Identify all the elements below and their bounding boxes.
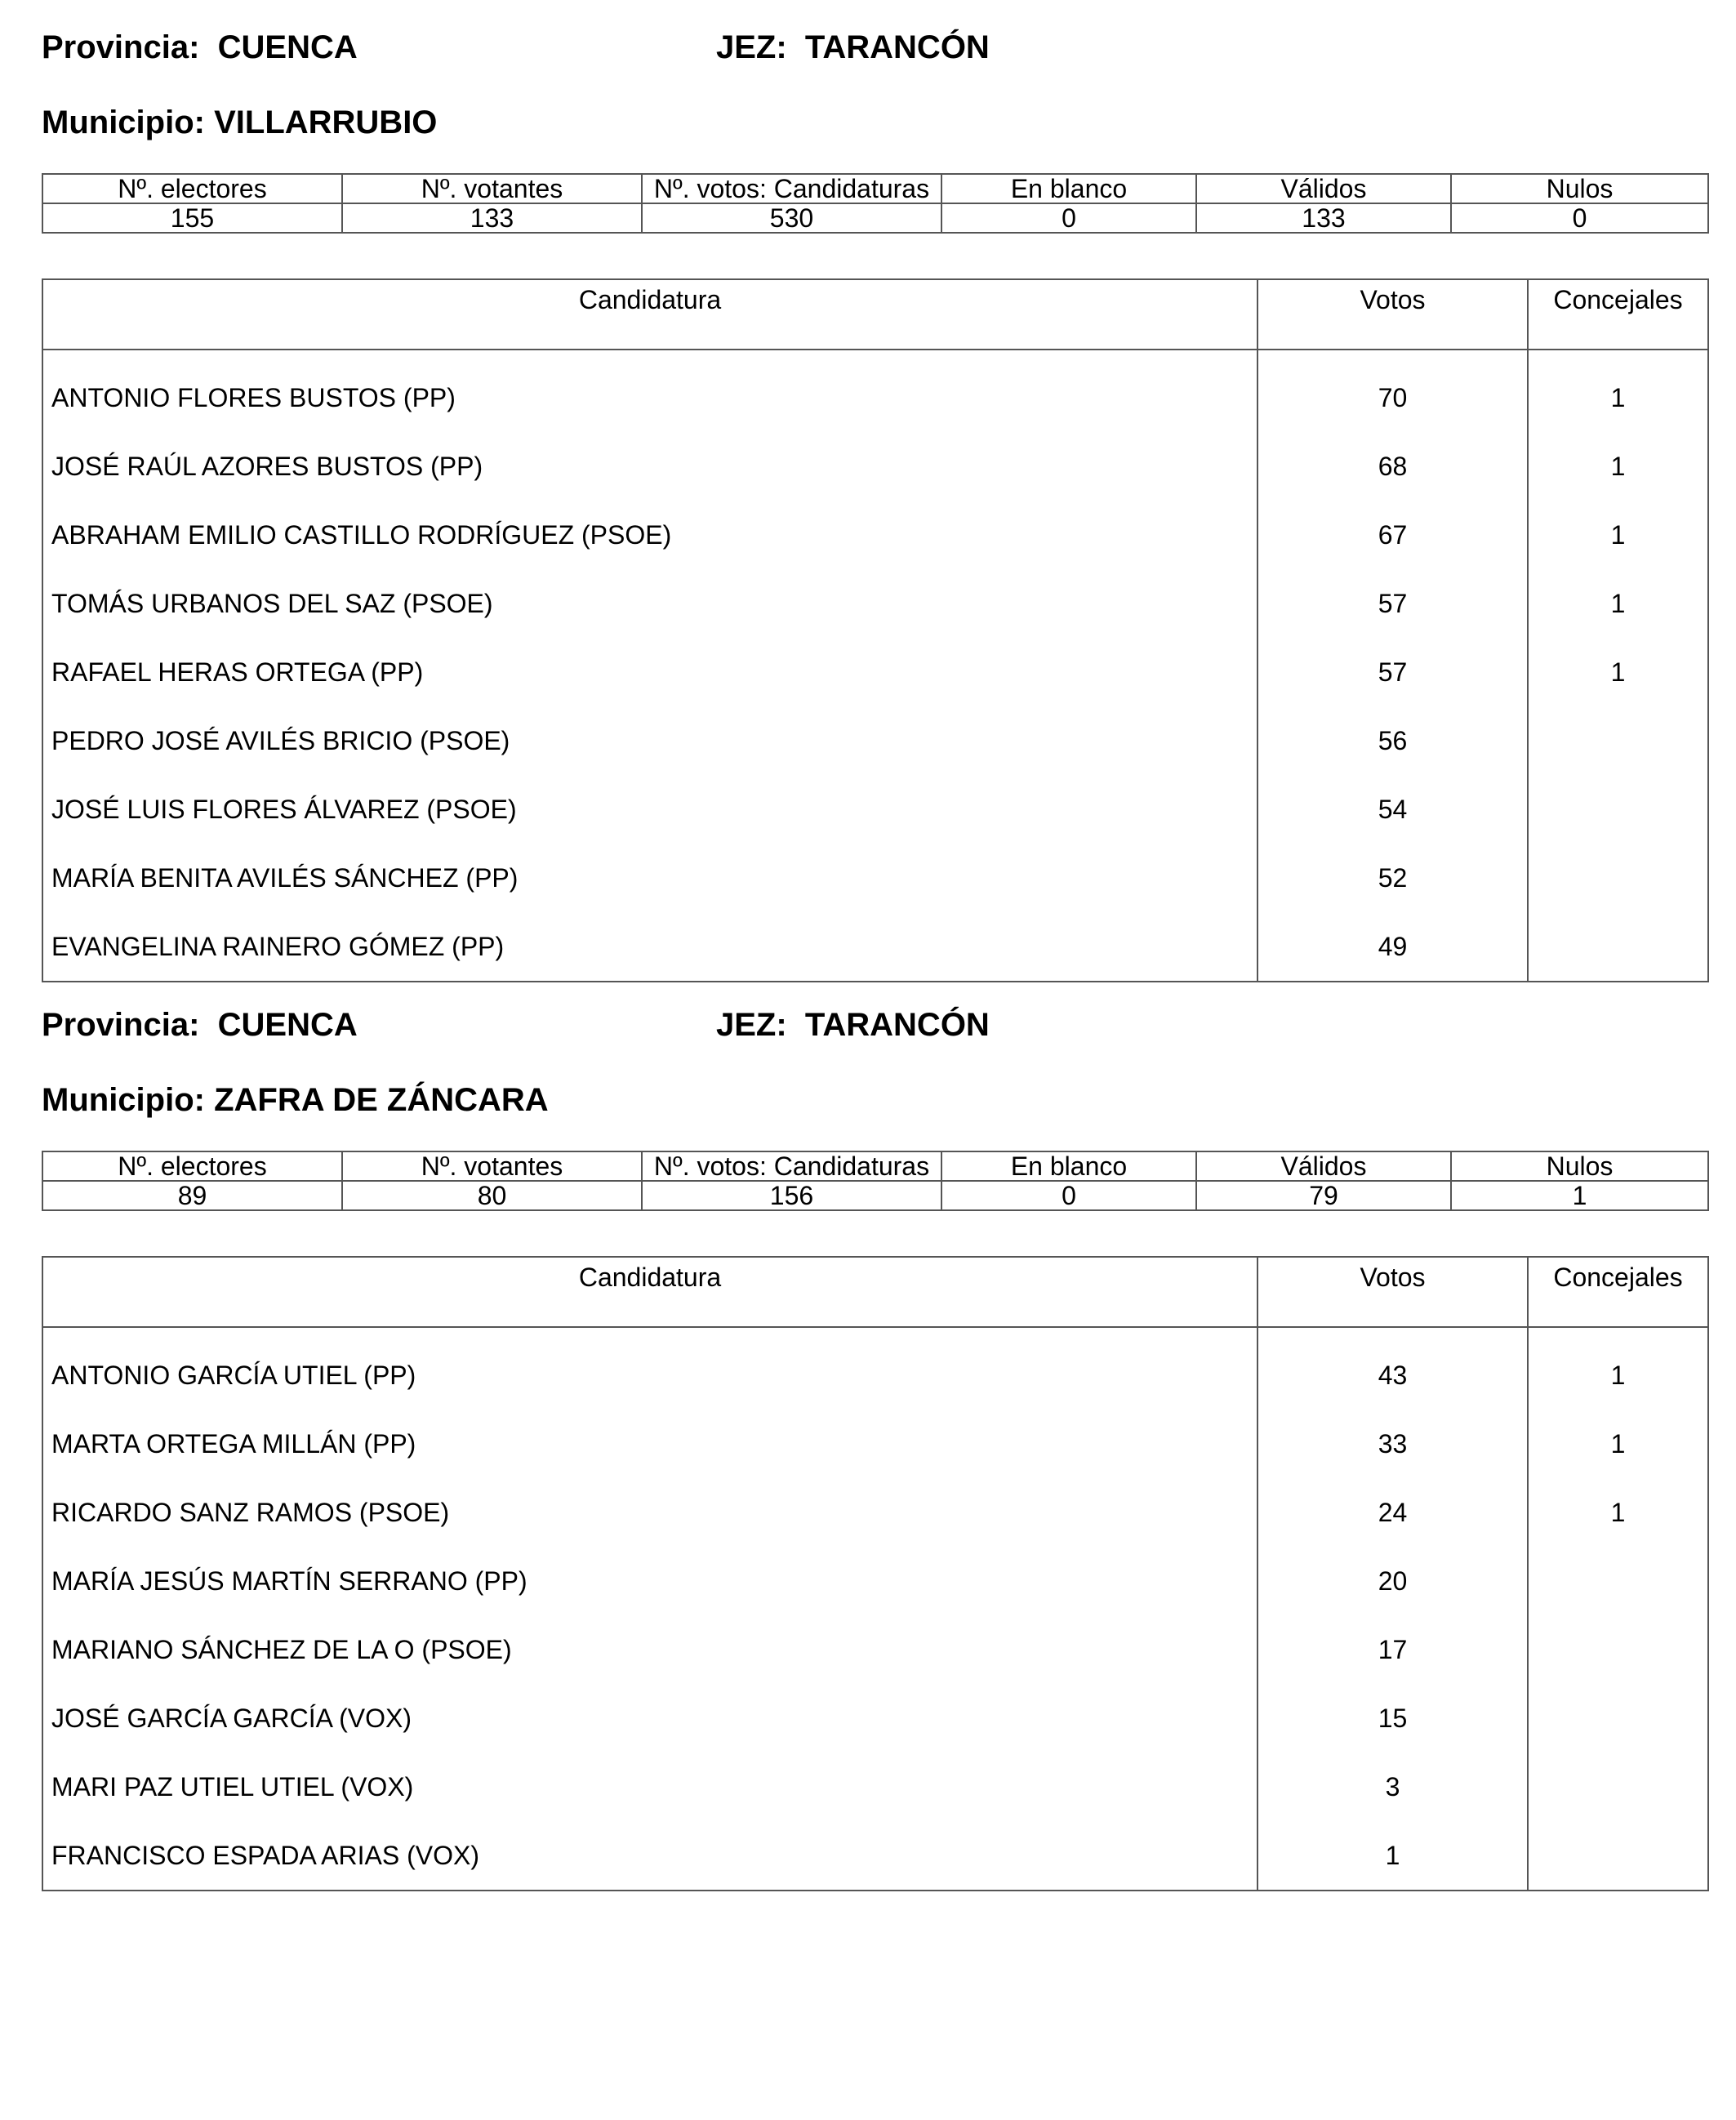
stats-value-validos: 133: [1196, 203, 1451, 233]
table-row: [42, 432, 1708, 501]
candidates-table: [42, 1256, 1709, 1891]
candidate-name: JOSÉ GARCÍA GARCÍA (VOX): [42, 1684, 1257, 1753]
candidate-name: MARÍA JESÚS MARTÍN SERRANO (PP): [42, 1547, 1257, 1615]
stats-header-row: [42, 1151, 1708, 1181]
provincia-label: Provincia:: [42, 1007, 200, 1043]
stats-header-nulos: Nulos: [1451, 1151, 1708, 1181]
candidate-votes: 57: [1257, 569, 1528, 638]
candidate-votes: 3: [1257, 1753, 1528, 1821]
stats-value-votantes: 133: [342, 203, 642, 233]
candidate-name: TOMÁS URBANOS DEL SAZ (PSOE): [42, 569, 1257, 638]
candidate-concejales: 1: [1528, 363, 1708, 432]
stats-value-votos-candidaturas: 156: [642, 1181, 941, 1210]
candidate-concejales: 1: [1528, 1410, 1708, 1478]
candidate-name: ANTONIO FLORES BUSTOS (PP): [42, 363, 1257, 432]
table-row: [42, 1410, 1708, 1478]
header-candidatura: Candidatura: [42, 1257, 1257, 1327]
stats-header-votos-candidaturas: Nº. votos: Candidaturas: [642, 1151, 941, 1181]
table-row: [42, 638, 1708, 706]
stats-header-votantes: Nº. votantes: [342, 1151, 642, 1181]
municipio-header: [42, 103, 437, 142]
candidate-name: MARIANO SÁNCHEZ DE LA O (PSOE): [42, 1615, 1257, 1684]
table-row: [42, 1753, 1708, 1821]
candidate-concejales: [1528, 706, 1708, 775]
stats-header-validos: Válidos: [1196, 1151, 1451, 1181]
table-row: [42, 363, 1708, 432]
stats-value-votos-candidaturas: 530: [642, 203, 941, 233]
provincia-header: [42, 28, 358, 67]
candidate-concejales: [1528, 912, 1708, 982]
candidate-votes: 70: [1257, 363, 1528, 432]
table-row: [42, 706, 1708, 775]
candidate-name: MARTA ORTEGA MILLÁN (PP): [42, 1410, 1257, 1478]
candidates-header-row: [42, 279, 1708, 350]
stats-value-en-blanco: 0: [941, 203, 1196, 233]
stats-value-validos: 79: [1196, 1181, 1451, 1210]
candidate-votes: 54: [1257, 775, 1528, 844]
candidate-name: ANTONIO GARCÍA UTIEL (PP): [42, 1341, 1257, 1410]
header-concejales: Concejales: [1528, 279, 1708, 350]
candidate-concejales: [1528, 1615, 1708, 1684]
candidate-votes: 33: [1257, 1410, 1528, 1478]
candidate-concejales: [1528, 844, 1708, 912]
candidate-concejales: 1: [1528, 432, 1708, 501]
candidates-header-row: [42, 1257, 1708, 1327]
candidates-table: [42, 278, 1709, 982]
stats-value-votantes: 80: [342, 1181, 642, 1210]
candidate-votes: 68: [1257, 432, 1528, 501]
candidate-name: ABRAHAM EMILIO CASTILLO RODRÍGUEZ (PSOE): [42, 501, 1257, 569]
municipio-header: [42, 1080, 549, 1120]
provincia-label: Provincia:: [42, 29, 200, 65]
candidate-name: JOSÉ LUIS FLORES ÁLVAREZ (PSOE): [42, 775, 1257, 844]
candidate-concejales: [1528, 775, 1708, 844]
jez-header: [716, 28, 990, 67]
candidate-votes: 67: [1257, 501, 1528, 569]
candidate-name: MARI PAZ UTIEL UTIEL (VOX): [42, 1753, 1257, 1821]
candidate-concejales: 1: [1528, 638, 1708, 706]
provincia-header: [42, 1005, 358, 1044]
candidate-votes: 20: [1257, 1547, 1528, 1615]
stats-header-electores: Nº. electores: [42, 174, 342, 203]
candidate-name: RAFAEL HERAS ORTEGA (PP): [42, 638, 1257, 706]
table-row: [42, 501, 1708, 569]
candidate-concejales: [1528, 1547, 1708, 1615]
municipio-value: ZAFRA DE ZÁNCARA: [214, 1082, 549, 1118]
stats-table: [42, 1151, 1709, 1211]
municipio-label: Municipio:: [42, 105, 205, 140]
stats-value-electores: 155: [42, 203, 342, 233]
stats-value-row: [42, 203, 1708, 233]
table-row: [42, 569, 1708, 638]
stats-value-nulos: 1: [1451, 1181, 1708, 1210]
candidate-votes: 15: [1257, 1684, 1528, 1753]
table-row: [42, 1684, 1708, 1753]
header-votos: Votos: [1257, 1257, 1528, 1327]
header-candidatura: Candidatura: [42, 279, 1257, 350]
candidate-name: MARÍA BENITA AVILÉS SÁNCHEZ (PP): [42, 844, 1257, 912]
candidate-votes: 56: [1257, 706, 1528, 775]
stats-header-en-blanco: En blanco: [941, 1151, 1196, 1181]
stats-value-electores: 89: [42, 1181, 342, 1210]
header-votos: Votos: [1257, 279, 1528, 350]
table-spacer: [42, 1327, 1708, 1341]
municipio-value: VILLARRUBIO: [214, 105, 438, 140]
candidate-concejales: [1528, 1684, 1708, 1753]
candidate-votes: 57: [1257, 638, 1528, 706]
candidate-name: JOSÉ RAÚL AZORES BUSTOS (PP): [42, 432, 1257, 501]
stats-header-row: [42, 174, 1708, 203]
candidate-concejales: [1528, 1821, 1708, 1891]
stats-header-validos: Válidos: [1196, 174, 1451, 203]
candidate-name: PEDRO JOSÉ AVILÉS BRICIO (PSOE): [42, 706, 1257, 775]
candidate-concejales: 1: [1528, 1478, 1708, 1547]
table-row: [42, 912, 1708, 982]
stats-header-votantes: Nº. votantes: [342, 174, 642, 203]
stats-header-en-blanco: En blanco: [941, 174, 1196, 203]
table-spacer: [42, 350, 1708, 363]
candidate-votes: 49: [1257, 912, 1528, 982]
municipio-label: Municipio:: [42, 1082, 205, 1118]
stats-value-en-blanco: 0: [941, 1181, 1196, 1210]
candidate-votes: 17: [1257, 1615, 1528, 1684]
provincia-value: CUENCA: [217, 29, 358, 65]
table-row: [42, 1547, 1708, 1615]
stats-value-nulos: 0: [1451, 203, 1708, 233]
candidate-name: EVANGELINA RAINERO GÓMEZ (PP): [42, 912, 1257, 982]
candidate-concejales: 1: [1528, 569, 1708, 638]
candidate-name: RICARDO SANZ RAMOS (PSOE): [42, 1478, 1257, 1547]
header-concejales: Concejales: [1528, 1257, 1708, 1327]
candidate-concejales: 1: [1528, 501, 1708, 569]
candidate-votes: 1: [1257, 1821, 1528, 1891]
table-row: [42, 1615, 1708, 1684]
stats-header-electores: Nº. electores: [42, 1151, 342, 1181]
stats-value-row: [42, 1181, 1708, 1210]
table-row: [42, 1478, 1708, 1547]
table-row: [42, 1341, 1708, 1410]
candidate-votes: 52: [1257, 844, 1528, 912]
jez-label: JEZ:: [716, 29, 787, 65]
jez-header: [716, 1005, 990, 1044]
candidate-votes: 43: [1257, 1341, 1528, 1410]
stats-header-nulos: Nulos: [1451, 174, 1708, 203]
jez-value: TARANCÓN: [804, 29, 990, 65]
candidate-votes: 24: [1257, 1478, 1528, 1547]
jez-label: JEZ:: [716, 1007, 787, 1043]
candidate-name: FRANCISCO ESPADA ARIAS (VOX): [42, 1821, 1257, 1891]
candidate-concejales: 1: [1528, 1341, 1708, 1410]
table-row: [42, 1821, 1708, 1891]
candidate-concejales: [1528, 1753, 1708, 1821]
jez-value: TARANCÓN: [804, 1007, 990, 1043]
stats-header-votos-candidaturas: Nº. votos: Candidaturas: [642, 174, 941, 203]
table-row: [42, 775, 1708, 844]
provincia-value: CUENCA: [217, 1007, 358, 1043]
table-row: [42, 844, 1708, 912]
stats-table: [42, 173, 1709, 234]
